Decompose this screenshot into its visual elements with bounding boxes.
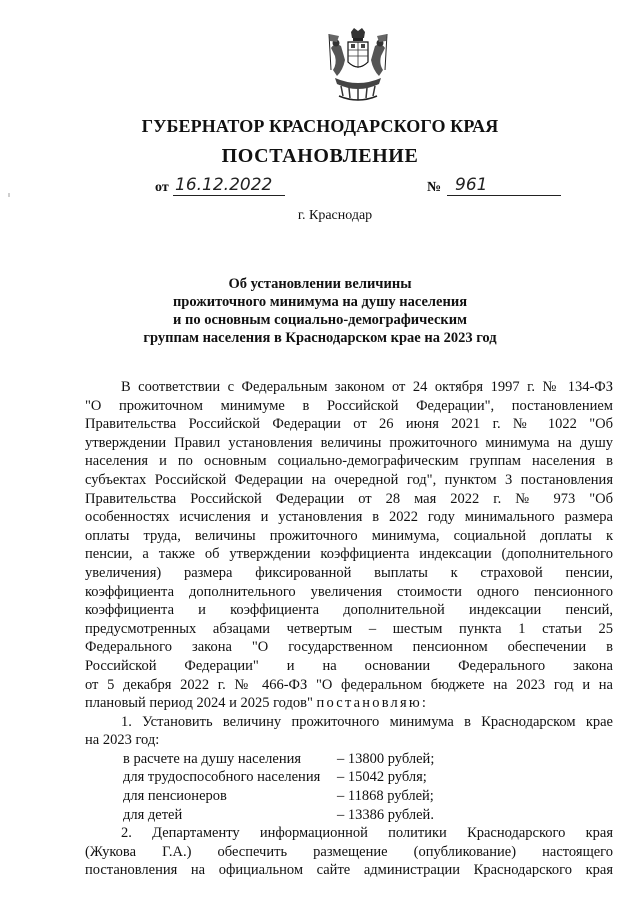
preamble-line: от 5 декабря 2022 г. № 466-ФЗ "О федеральном бюджете на 2023 год и на (85, 676, 613, 693)
value-label: для детей (123, 806, 183, 823)
preamble-line: коэффициента и коэффициента дополнительной индексации пенсий, (85, 602, 613, 619)
value-label: для пенсионеров (123, 788, 227, 805)
item-1-line: 1. Установить величину прожиточного минимума в Краснодарском крае (121, 713, 613, 730)
document-number: 961 (447, 175, 561, 196)
preamble-line: населения и по основным социально-демографическим группам населения в (85, 453, 613, 470)
date-number-line (155, 175, 555, 202)
value-row (85, 750, 613, 769)
document-type-heading: ПОСТАНОВЛЕНИЕ (221, 145, 419, 167)
value-amount: – 13386 рублей. (337, 806, 434, 823)
document-date: 16.12.2022 (173, 175, 285, 196)
preamble-line: предусмотренных абзацами четвертым – шестым пункта 1 статьи 25 (85, 620, 613, 637)
value-row (85, 806, 613, 825)
preamble-line: особенностях исчисления и установления в 2022 году минимального размера (85, 509, 613, 526)
margin-mark (8, 193, 10, 197)
value-amount: – 13800 рублей; (337, 750, 435, 767)
number-prefix: № (427, 180, 442, 195)
preamble-line: Правительства Российской Федерации от 26 июня 2021 г. № 1022 "Об (85, 416, 613, 433)
item-2-line: 2. Департаменту информационной политики Краснодарского края (121, 825, 613, 842)
item-2-line: (Жукова Г.А.) обеспечить размещение (опубликование) настоящего (85, 843, 613, 860)
preamble-line: В соответствии с Федеральным законом от 24 октября 1997 г. № 134-ФЗ (121, 379, 613, 395)
city: г. Краснодар (297, 208, 373, 223)
item-2-line: постановления на официальном сайте администрации Краснодарского края (85, 862, 613, 879)
subsistence-values-list (85, 750, 613, 824)
date-prefix: от (155, 180, 169, 195)
item-1-line: на 2023 год: (85, 732, 160, 749)
preamble-end: плановый период 2024 и 2025 годов" (85, 695, 313, 712)
preamble-line: Правительства Российской Федерации от 28 мая 2022 г. № 973 "Об (85, 490, 613, 507)
preamble-line: утверждении Правил установления величины прожиточного минимума на душу (85, 434, 613, 451)
value-label: в расчете на душу населения (123, 750, 302, 767)
value-row (85, 787, 613, 806)
title-line: группам населения в Краснодарском крае на 2023 год (143, 330, 497, 346)
document-title (0, 275, 640, 347)
title-line: Об установлении величины (228, 276, 412, 292)
document-body (85, 378, 613, 880)
resolve-word: постановляю: (316, 695, 429, 712)
title-line: прожиточного минимума на душу населения (172, 294, 468, 310)
preamble-line: Федерального закона "О государственном пенсионном обеспечении в (85, 639, 613, 656)
value-label: для трудоспособного населения (123, 769, 321, 786)
preamble-line: увеличения) размера фиксированной выплаты к страховой пенсии, (85, 564, 613, 581)
value-row (85, 768, 613, 787)
preamble-line: оплаты труда, величины прожиточного минимума, социальной доплаты к (85, 527, 613, 544)
governor-heading: ГУБЕРНАТОР КРАСНОДАРСКОГО КРАЯ (141, 116, 499, 136)
value-amount: – 15042 рубля; (337, 769, 427, 786)
preamble-line: Российской Федерации" и на основании Федерального закона (85, 657, 613, 674)
preamble-line: субъектах Российской Федерации на очередной год", пунктом 3 постановления (85, 471, 613, 488)
preamble-last-line (85, 694, 613, 713)
krasnodar-coat-of-arms-icon (325, 26, 391, 104)
preamble-line: "О прожиточном минимуме в Российской Федерации", постановлением (85, 397, 613, 414)
value-amount: – 11868 рублей; (337, 788, 434, 805)
title-line: и по основным социально-демографическим (173, 312, 467, 328)
preamble-line: пенсии, а также об утверждении коэффициента индексации (дополнительного (85, 546, 613, 563)
preamble-line: коэффициента дополнительного увеличения стоимости одного пенсионного (85, 583, 613, 600)
